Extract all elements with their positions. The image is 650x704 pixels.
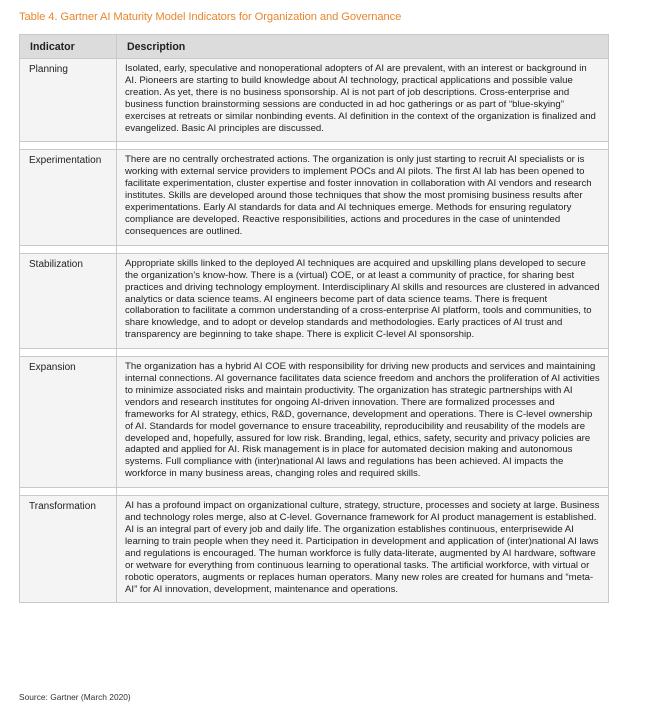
indicator-cell: Planning — [20, 59, 117, 142]
header-description: Description — [117, 35, 609, 59]
row-spacer — [20, 142, 609, 150]
table-row-expansion — [20, 357, 609, 488]
description-cell: Appropriate skills linked to the deployed AI techniques are acquired and upskilling plans developed to secure the organization’s know-how. There is a (virtual) COE, or at least a community of practice, for sharing best practices and driving technology employment. Interdisciplinary AI skills and resources are clustered in advanced analytics or data science teams. AI engineers become part of data science teams. There is frequent collaboration to facilitate a common understanding of a cross-enterprise AI platform, tools and communities, to share knowledge, and to adopt or develop standards and methodologies. Early practices of AI trust and transparency are beginning to take shape. There is explicit C-level AI sponsorship. — [117, 253, 609, 348]
row-spacer — [20, 488, 609, 496]
maturity-table-container — [19, 34, 608, 603]
indicator-cell: Experimentation — [20, 150, 117, 245]
indicator-cell: Transformation — [20, 496, 117, 603]
table-header-row — [20, 35, 609, 59]
description-cell: There are no centrally orchestrated actions. The organization is only just starting to recruit AI specialists or is working with external service providers to implement POCs and AI pilots. The first AI lab has been opened to facilitate experimentation, cluster expertise and foster innovation in collaboration with AI vendors and research institutes. Skills are developed around those techniques that show the most promising business results after experimentations. Early AI standards for data and AI techniques emerge. Methods for ensuring regulatory compliance are developed. Reactive responsibilities, actions and procedures in the case of unintended consequences are outlined. — [117, 150, 609, 245]
maturity-indicators-table — [19, 34, 609, 603]
description-cell: The organization has a hybrid AI COE with responsibility for driving new products and services and maintaining internal connections. AI governance facilitates data science freedom and anchors the proliferation of AI activities to minimize associated risks and maintain productivity. The organization has strategic partnerships with AI vendors and research institutes for ongoing AI-driven innovation. There are formalized processes and frameworks for AI strategy, ethics, R&D, governance, development and operations. There is C-level ownership of AI. Standards for model governance to ensure traceability, reproducibility and reusability of the models are developed and, hopefully, assured for low risk. Branding, legal, ethics, safety, security and privacy policies are adapted and applied for AI. Risk management is in place for automated decision making and autonomous systems. Full compliance with (inter)national AI laws and regulations has been achieved. AI impacts the workforce in many business areas, changing roles and required skills. — [117, 357, 609, 488]
indicator-cell: Stabilization — [20, 253, 117, 348]
row-spacer — [20, 245, 609, 253]
table-row-stabilization — [20, 253, 609, 348]
header-indicator: Indicator — [20, 35, 117, 59]
table-row-transformation — [20, 496, 609, 603]
table-row-planning — [20, 59, 609, 142]
row-spacer — [20, 349, 609, 357]
description-cell: Isolated, early, speculative and nonoperational adopters of AI are prevalent, with an interest or background in AI. Pioneers are starting to build knowledge about AI technology, practical applications and possible value creation. As yet, there is no business sponsorship. AI is not part of job descriptions. Cross-enterprise and business function brainstorming sessions are conducted in ad hoc gatherings or as part of “blue-skying” exercises at retreats or similar nonbinding events. AI definition in the context of the organization is finalized and evangelized. Basic AI principles are discussed. — [117, 59, 609, 142]
table-caption: Table 4. Gartner AI Maturity Model Indicators for Organization and Governance — [19, 11, 402, 23]
table-row-experimentation — [20, 150, 609, 245]
indicator-cell: Expansion — [20, 357, 117, 488]
source-note: Source: Gartner (March 2020) — [19, 692, 131, 702]
description-cell: AI has a profound impact on organizational culture, strategy, structure, processes and society at large. Business and technology roles merge, also at C-level. Governance framework for AI product management is established. AI is an integral part of every job and daily life. The organization establishes continuous, enterprisewide AI learning to train people when they need it. Participation in development and application of (inter)national AI laws and regulations is encouraged. The human workforce is fully data-literate, augmented by AI hardware, software or wetware for everything from continuous learning to operational tasks. The artificial workforce, with virtual or robotic operators, augments or replaces human operators. Many new roles are created for humans and “meta-AI” for AI innovation, development, maintenance and operations. — [117, 496, 609, 603]
